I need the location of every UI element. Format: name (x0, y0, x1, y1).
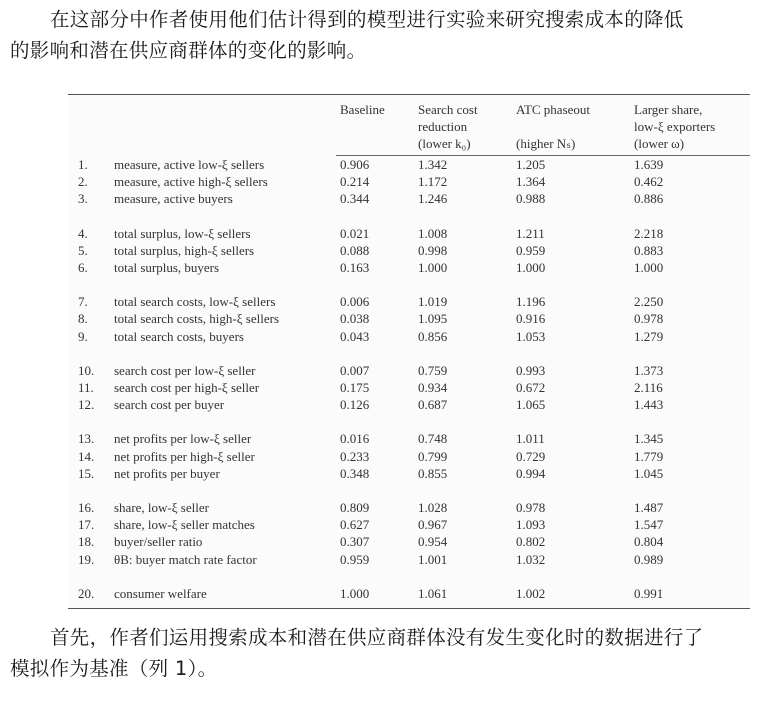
value-cell: 0.989 (634, 551, 664, 567)
row-label: net profits per high-ξ seller (114, 448, 255, 464)
row-number: 17. (78, 517, 95, 533)
table-row (68, 310, 750, 327)
table-row (68, 259, 750, 276)
table-row (68, 173, 750, 190)
value-cell: 0.804 (634, 534, 664, 550)
table-row (68, 430, 750, 447)
table-row (68, 551, 750, 568)
value-cell: 0.855 (418, 465, 448, 481)
value-cell: 0.959 (340, 551, 370, 567)
row-number: 4. (78, 225, 88, 241)
value-cell: 0.993 (516, 362, 546, 378)
value-cell: 0.627 (340, 517, 370, 533)
value-cell: 0.687 (418, 397, 448, 413)
value-cell: 0.998 (418, 242, 448, 258)
header-larger-share: Larger share, low-ξ exporters (lower ω) (630, 99, 750, 156)
row-number: 13. (78, 431, 95, 447)
value-cell: 0.307 (340, 534, 370, 550)
value-cell: 0.748 (418, 431, 448, 447)
row-number: 5. (78, 242, 88, 258)
row-label: net profits per low-ξ seller (114, 431, 252, 447)
value-cell: 0.967 (418, 517, 448, 533)
value-cell: 0.991 (630, 585, 750, 609)
row-label: consumer welfare (110, 585, 336, 609)
row-number: 19. (78, 551, 95, 567)
value-cell: 0.344 (340, 191, 370, 207)
row-label: search cost per low-ξ seller (114, 362, 256, 378)
value-cell: 0.886 (634, 191, 664, 207)
row-label: measure, active buyers (114, 191, 233, 207)
table-row (68, 379, 750, 396)
value-cell: 1.002 (512, 585, 630, 609)
value-cell: 1.443 (634, 397, 664, 413)
value-cell: 1.205 (516, 157, 546, 172)
value-cell: 1.172 (418, 174, 448, 190)
value-cell: 0.809 (340, 500, 370, 516)
value-cell: 1.000 (516, 260, 546, 276)
intro-line-2: 的影响和潜在供应商群体的变化的影响。 (10, 39, 367, 62)
value-cell: 0.038 (340, 311, 370, 327)
value-cell: 0.802 (516, 534, 546, 550)
value-cell: 1.000 (418, 260, 448, 276)
value-cell: 0.954 (418, 534, 448, 550)
value-cell: 0.348 (340, 465, 370, 481)
value-cell: 0.233 (340, 448, 370, 464)
row-label: net profits per buyer (114, 465, 220, 481)
row-number: 14. (78, 448, 95, 464)
row-number: 16. (78, 500, 95, 516)
value-cell: 0.043 (340, 328, 370, 344)
row-label: search cost per high-ξ seller (114, 380, 260, 396)
intro-line-1: 在这部分中作者使用他们估计得到的模型进行实验来研究搜索成本的降低 (50, 8, 684, 31)
value-cell: 1.000 (634, 260, 664, 276)
value-cell: 0.175 (340, 380, 370, 396)
row-number: 11. (78, 380, 94, 396)
value-cell: 1.053 (516, 328, 546, 344)
value-cell: 0.978 (516, 500, 546, 516)
row-label: total surplus, buyers (114, 260, 220, 276)
value-cell: 1.639 (634, 157, 664, 172)
value-cell: 0.906 (340, 157, 370, 172)
value-cell: 1.246 (418, 191, 448, 207)
row-label: total search costs, buyers (114, 328, 244, 344)
header-baseline: Baseline (336, 99, 414, 156)
value-cell: 0.672 (516, 380, 546, 396)
value-cell: 2.218 (634, 225, 664, 241)
table-row (68, 533, 750, 550)
value-cell: 1.364 (516, 174, 546, 190)
table-row (68, 465, 750, 482)
group-spacer (68, 413, 750, 430)
value-cell: 1.279 (634, 328, 664, 344)
closing-line-1: 首先，作者们运用搜索成本和潜在供应商群体没有发生变化时的数据进行了 (50, 626, 704, 649)
value-cell: 0.016 (340, 431, 370, 447)
value-cell: 2.250 (634, 294, 664, 310)
value-cell: 1.547 (634, 517, 664, 533)
value-cell: 1.211 (516, 225, 545, 241)
table-row (68, 396, 750, 413)
value-cell: 1.373 (634, 362, 664, 378)
value-cell: 0.759 (418, 362, 448, 378)
row-number: 18. (78, 534, 95, 550)
value-cell: 1.779 (634, 448, 664, 464)
value-cell: 0.729 (516, 448, 546, 464)
row-number: 15. (78, 465, 95, 481)
value-cell: 1.065 (516, 397, 546, 413)
value-cell: 1.045 (634, 465, 664, 481)
table-body (68, 156, 750, 609)
table-row (68, 293, 750, 310)
row-label: total search costs, high-ξ sellers (114, 311, 280, 327)
row-number: 6. (78, 260, 88, 276)
group-spacer (68, 345, 750, 362)
row-label: buyer/seller ratio (114, 534, 203, 550)
value-cell: 1.019 (418, 294, 448, 310)
value-cell: 1.061 (414, 585, 512, 609)
value-cell: 1.487 (634, 500, 664, 516)
value-cell: 0.959 (516, 242, 546, 258)
table-row (68, 448, 750, 465)
value-cell: 0.126 (340, 397, 370, 413)
closing-line-2: 模拟作为基准（列 1）。 (10, 657, 218, 680)
value-cell: 0.214 (340, 174, 370, 190)
value-cell: 0.799 (418, 448, 448, 464)
value-cell: 1.028 (418, 500, 448, 516)
value-cell: 0.994 (516, 465, 546, 481)
value-cell: 1.345 (634, 431, 664, 447)
value-cell: 0.021 (340, 225, 370, 241)
value-cell: 1.001 (418, 551, 448, 567)
row-label: θB: buyer match rate factor (114, 551, 257, 567)
value-cell: 0.934 (418, 380, 448, 396)
row-label: share, low-ξ seller matches (114, 517, 255, 533)
header-search-cost: Search cost reduction (lower k₀) (414, 99, 512, 156)
table-row (68, 585, 750, 609)
row-number: 20. (68, 585, 110, 609)
table-row (68, 516, 750, 533)
value-cell: 0.856 (418, 328, 448, 344)
header-atc-phaseout: ATC phaseout (higher Nₛ) (512, 99, 630, 156)
row-label: total surplus, low-ξ sellers (114, 225, 251, 241)
row-number: 1. (78, 156, 88, 172)
intro-paragraph (10, 4, 762, 66)
value-cell: 2.116 (634, 380, 663, 396)
value-cell: 1.095 (418, 311, 448, 327)
row-number: 3. (78, 191, 88, 207)
value-cell: 0.988 (516, 191, 546, 207)
row-number: 10. (78, 362, 95, 378)
row-label: total surplus, high-ξ sellers (114, 242, 255, 258)
row-number: 2. (78, 174, 88, 190)
table-row (68, 190, 750, 207)
table-row (68, 242, 750, 259)
results-table (68, 94, 750, 609)
value-cell: 0.916 (516, 311, 546, 327)
row-number: 8. (78, 311, 88, 327)
value-cell: 1.342 (418, 157, 448, 172)
value-cell: 0.883 (634, 242, 664, 258)
value-cell: 0.163 (340, 260, 370, 276)
table-row (68, 328, 750, 345)
table-header-row (68, 99, 750, 156)
row-number: 7. (78, 294, 88, 310)
group-spacer (68, 568, 750, 585)
row-label: measure, active low-ξ sellers (114, 156, 265, 172)
value-cell: 0.006 (340, 294, 370, 310)
value-cell: 1.000 (336, 585, 414, 609)
group-spacer (68, 482, 750, 499)
row-label: search cost per buyer (114, 397, 225, 413)
value-cell: 1.196 (516, 294, 546, 310)
value-cell: 1.011 (516, 431, 545, 447)
value-cell: 0.462 (634, 174, 664, 190)
table-row (68, 499, 750, 516)
closing-paragraph (10, 622, 762, 684)
value-cell: 0.007 (340, 362, 370, 378)
value-cell: 1.008 (418, 225, 448, 241)
table-row (68, 225, 750, 242)
table-row (68, 156, 750, 174)
row-number: 9. (78, 328, 88, 344)
value-cell: 0.978 (634, 311, 664, 327)
value-cell: 1.032 (516, 551, 546, 567)
value-cell: 0.088 (340, 242, 370, 258)
table-row (68, 362, 750, 379)
value-cell: 1.093 (516, 517, 546, 533)
row-label: share, low-ξ seller (114, 500, 209, 516)
row-number: 12. (78, 397, 95, 413)
row-label: measure, active high-ξ sellers (114, 174, 268, 190)
group-spacer (68, 208, 750, 225)
group-spacer (68, 276, 750, 293)
row-label: total search costs, low-ξ sellers (114, 294, 276, 310)
